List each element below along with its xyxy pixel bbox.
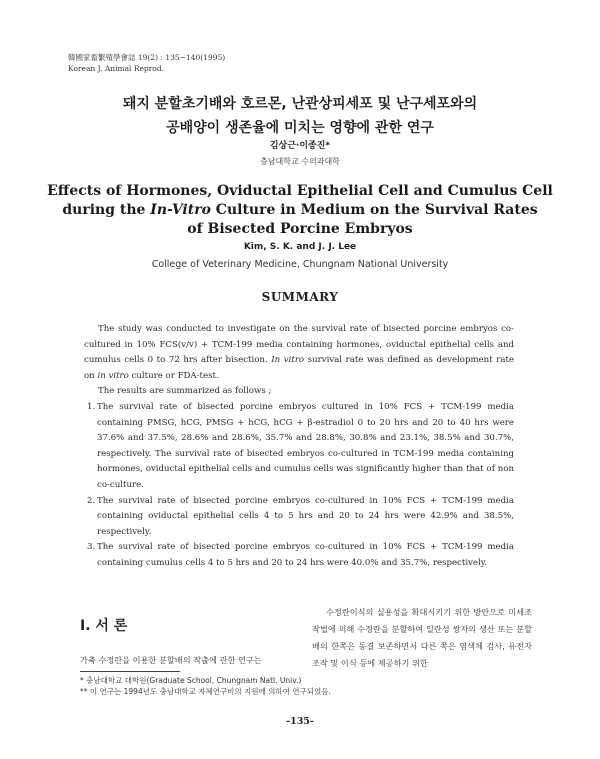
result-item-2 xyxy=(84,494,514,541)
korean-title-line2: 공배양이 생존율에 미치는 영향에 관한 연구 xyxy=(166,120,434,136)
journal-citation xyxy=(68,52,225,74)
journal-name-english: Korean J. Animal Reprod. xyxy=(68,64,165,73)
introduction-right-paragraph: 수정란이식의 실용성을 확대시키기 위한 방안으로 미세조작법에 의해 수정란을 분할하여 일란성 쌍자의 생산 또는 분할배의 한쪽은 동결 보존하면서 다른 쪽은 염색체 검사, 유전자조작 및 이식 등에 제공하기 위한 xyxy=(312,607,532,668)
summary-paragraph-2: The results are summarized as follows ; xyxy=(98,386,272,397)
summary-paragraph-1 xyxy=(84,322,514,384)
result-item-1 xyxy=(84,400,514,494)
summary-para1-b: survival rate was defined as development rate on xyxy=(84,355,515,381)
korean-affiliation: 충남대학교 수의과대학 xyxy=(260,157,340,166)
english-title-line2-a: during the xyxy=(62,202,151,218)
footnote-2: ** 이 연구는 1994년도 충남대학교 자체연구비의 지원에 의하여 연구되었음. xyxy=(80,687,331,696)
journal-name-korean: 韓國家畜繁殖學會誌 19(2) : 135~140(1995) xyxy=(68,53,226,62)
footnotes xyxy=(80,675,331,697)
english-title-line2-b: Culture in Medium on the Survival Rates xyxy=(210,202,538,218)
results-list xyxy=(84,400,514,572)
introduction-left-column: 가축 수정란을 이용한 분할배의 작출에 관한 연구는 xyxy=(80,655,262,665)
korean-authors: 김상근·이종진* xyxy=(269,141,331,151)
english-title-line2 xyxy=(0,201,600,220)
introduction-right-column xyxy=(312,604,532,672)
result-text: The survival rate of bisected porcine embryos cultured in 10% FCS + TCM-199 media containing PMSG, hCG, PMSG + hCG, hCG + β-estradiol 0 to 20 hrs and 20 to 40 hrs were 37.6% and 37.5%, 28.6% and 28.6%, 35.7% and 28.8%, 30.8% and 23.1%, 38.5% and 30.7%, respectively. The survival rate of bisected embryos co-cultured in TCM-199 media containing hormones, oviductal epithelial cells and cumulus cells was significantly higher than that of non co-culture. xyxy=(97,401,514,490)
english-title-line2-italic: In-Vitro xyxy=(150,202,211,218)
english-authors: Kim, S. K. and J. J. Lee xyxy=(243,242,357,252)
result-text: The survival rate of bisected porcine embryos co-cultured in 10% FCS + TCM-199 media containing cumulus cells 4 to 5 hrs and 20 to 24 hrs were 40.0% and 35.7%, respectively. xyxy=(97,542,514,568)
result-item-3 xyxy=(84,540,514,571)
footnote-1: * 충남대학교 대학원(Graduate School, Chungnam Natl. Univ.) xyxy=(80,676,302,685)
summary-para1-a: The study was conducted to investigate on the survival rate of bisected porcine embryos co-cultured in 10% FCS(v/v) + TCM-199 media containing hormones, oviductal epithelial cells and cumulus cells 0 to 72 hrs after bisection. xyxy=(84,324,514,366)
summary-para1-italic: In vitro xyxy=(271,355,305,366)
summary-body xyxy=(84,322,514,572)
english-affiliation: College of Veterinary Medicine, Chungnam National University xyxy=(151,259,449,270)
result-text: The survival rate of bisected porcine embryos co-cultured in 10% FCS + TCM-199 media containing oviductal epithelial cells 4 to 5 hrs and 20 to 24 hrs were 42.9% and 38.5%, respectively. xyxy=(97,495,514,537)
result-number: 2. xyxy=(87,495,96,506)
summary-para1-italic2: in vitro xyxy=(97,370,129,381)
page-number: -135- xyxy=(286,716,314,727)
english-title xyxy=(0,182,600,239)
korean-title xyxy=(0,92,600,140)
result-number: 1. xyxy=(87,401,96,412)
summary-para1-c: culture or FDA-test. xyxy=(128,370,219,381)
footnote-divider xyxy=(80,671,180,672)
summary-heading: SUMMARY xyxy=(261,290,339,304)
result-number: 3. xyxy=(87,542,96,553)
english-title-line1: Effects of Hormones, Oviductal Epithelial Cell and Cumulus Cell xyxy=(47,183,553,199)
korean-title-line1: 돼지 분할초기배와 호르몬, 난관상피세포 및 난구세포와의 xyxy=(122,96,478,112)
introduction-heading: Ⅰ. 서 론 xyxy=(80,618,128,634)
english-title-line3: of Bisected Porcine Embryos xyxy=(187,221,413,237)
